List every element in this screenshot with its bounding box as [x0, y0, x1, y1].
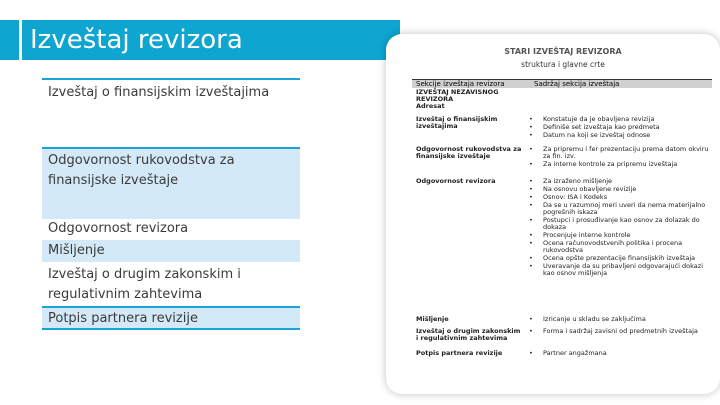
doc-item: • Da se u razumnoj meri uveri da nema materijalno pogrešnih iskaza	[529, 202, 709, 216]
section-management-responsibility: Odgovornost rukovodstva za finansijske izveštaje	[42, 147, 300, 219]
doc-title: STARI IZVEŠTAJ REVIZORA	[504, 47, 622, 56]
doc-item: • Procenjuje interne kontrole	[529, 232, 709, 239]
doc-row-opinion: Mišljenje • Izricanje u skladu se zaključima	[412, 316, 712, 328]
doc-item: • Forma i sadržaj zavisni od predmetnih izveštaja	[529, 328, 709, 335]
section-other-legal-requirements: Izveštaj o drugim zakonskim i regulativnim zahtevima	[48, 267, 241, 302]
section-financial-statements-report: Izveštaj o finansijskim izveštajima	[42, 78, 300, 117]
doc-subtitle: struktura i glavne crte	[521, 60, 605, 69]
section-opinion: Mišljenje	[42, 240, 300, 262]
section-audit-partner-signature: Potpis partnera revizije	[42, 306, 300, 330]
doc-item: • Datum na koji se izveštaj odnose	[529, 132, 709, 139]
doc-row-partner-signature: Potpis partnera revizije • Partner angažmana	[412, 350, 712, 362]
slide-title: Izveštaj revizora	[30, 25, 243, 55]
doc-heading-line1: IZVEŠTAJ NEZAVISNOG	[416, 88, 499, 96]
col-header-sections: Sekcije izveštaja revizora	[416, 80, 505, 88]
doc-item: • Postupci i prosuđivanje kao osnov za dolazak do dokaza	[529, 217, 709, 231]
doc-table-header	[412, 80, 712, 88]
doc-item: • Izricanje u skladu se zaključima	[529, 316, 709, 323]
doc-item: • Osnov: ISA i Kodeks	[529, 194, 709, 201]
section-auditor-responsibility: Odgovornost revizora	[48, 221, 189, 236]
doc-item: • Definiše set izveštaja kao predmeta	[529, 124, 709, 131]
doc-heading-line2: REVIZORA	[416, 95, 454, 103]
col-header-content: Sadržaj sekcija izveštaja	[534, 80, 620, 88]
doc-item: • Na osnovu obavljene revizije	[529, 186, 709, 193]
doc-item: • Partner angažmana	[529, 350, 709, 357]
doc-item: • Ocena računovodstvenih politika i procena rukovodstva	[529, 240, 709, 254]
doc-table	[412, 79, 712, 362]
doc-item: • Konstatuje da je obavljena revizija	[529, 116, 709, 123]
doc-adresat: Adresat	[416, 102, 445, 110]
title-bar	[0, 20, 400, 60]
doc-item: • Uveravanje da su pribavljeni odgovarajući dokazi kao osnov mišljenja	[529, 263, 709, 277]
doc-row-management-responsibility: Odgovornost rukovodstva za finansijske izveštaje • Za pripremu i fer prezentaciju prema datom okviru za fin. izv. • Za interne kontrole za pripremu izveštaja	[412, 146, 712, 178]
doc-item: • Za interne kontrole za pripremu izveštaja	[529, 161, 709, 168]
doc-item: • Za izraženo mišljenje	[529, 178, 709, 185]
doc-item: • Ocena opšte prezentacije finansijskih izveštaja	[529, 255, 709, 262]
doc-row-other-legal: Izveštaj o drugim zakonskim i regulativnim zahtevima • Forma i sadržaj zavisni od predmetnih izveštaja	[412, 328, 712, 350]
doc-row-financial-statements: Izveštaj o finansijskim izveštajima • Konstatuje da je obavljena revizija • Definiše set izveštaja kao predmeta • Datum na koji se izveštaj odnose	[412, 116, 712, 146]
doc-item: • Za pripremu i fer prezentaciju prema datom okviru za fin. izv.	[529, 146, 709, 160]
old-audit-report-document	[386, 34, 720, 394]
doc-row-auditor-responsibility: Odgovornost revizora • Za izraženo mišljenje • Na osnovu obavljene revizije • Osnov: ISA i Kodeks • Da se u razumnoj meri uveri da nema materijalno pogrešnih iskaza • Postupci i prosuđivanje kao osnov za dolazak do dokaza • Procenjuje interne kontrole • Ocena računovodstvenih politika i procena rukovodstva • Ocena opšte prezentacije finansijskih izveštaja • Uveravanje da su pribavljeni odgovarajući dokazi kao osnov mišljenja	[412, 178, 712, 316]
